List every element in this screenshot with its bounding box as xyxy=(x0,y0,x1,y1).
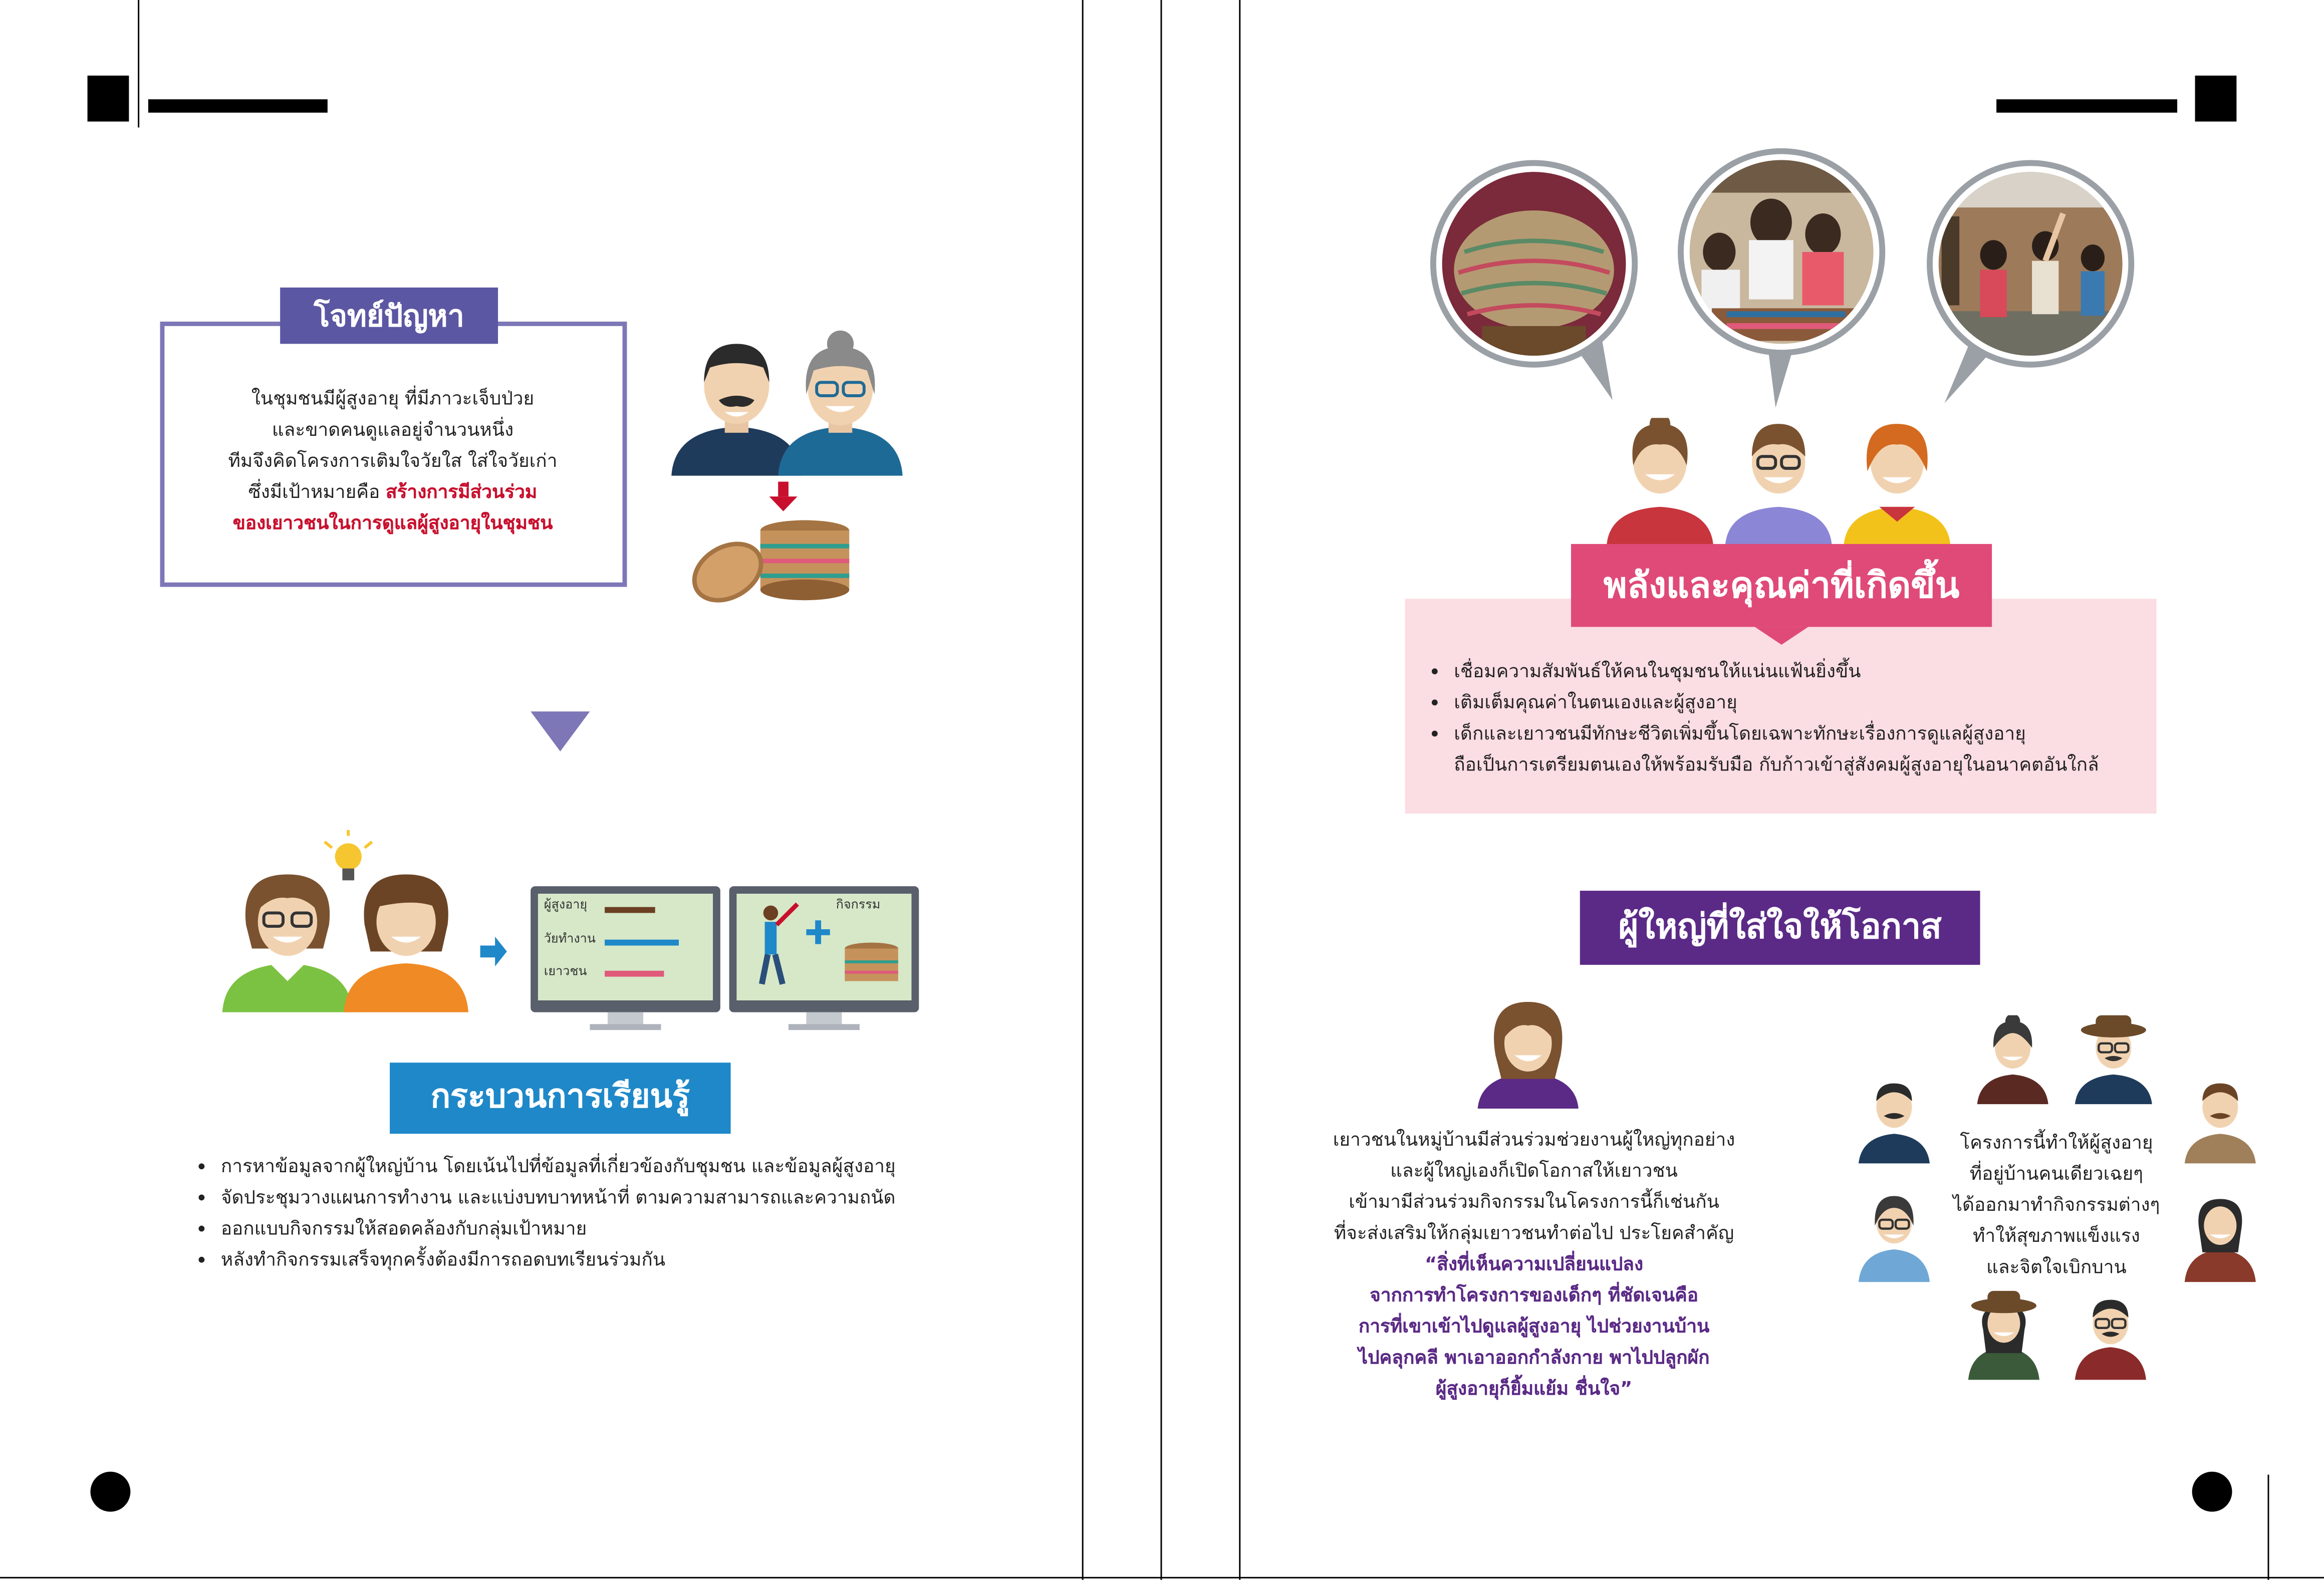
problem-goal-label: ซึ่งมีเป้าหมายคือ xyxy=(248,480,380,502)
basket-photo xyxy=(1423,148,1660,385)
elder-line: ได้ออกมาทำกิจกรรมต่างๆ xyxy=(1953,1193,2160,1215)
screen-row-label: ผู้สูงอายุ xyxy=(544,898,588,913)
screen-row-label: เยาวชน xyxy=(544,964,587,980)
quote-line: “สิ่งที่เห็นความเปลี่ยนแปลง xyxy=(1424,1252,1644,1275)
value-item-line: ถือเป็นการเตรียมตนเองให้พร้อมรับมือ กับก้าวเข้าสู่สังคมผู้สูงอายุในอนาคตอันใกล้ xyxy=(1454,752,2099,775)
corner-dot xyxy=(2192,1472,2232,1512)
problem-text xyxy=(178,382,608,538)
elder-figure xyxy=(1859,1196,1930,1282)
story-line: ที่จะส่งเสริมให้กลุ่มเยาวชนทำต่อไป ประโยคสำคัญ xyxy=(1334,1221,1734,1244)
problem-title: โจทย์ปัญหา xyxy=(280,288,498,344)
youth-group-illustration xyxy=(1604,418,1959,554)
triangle-down-icon xyxy=(531,711,590,751)
problem-highlight: สร้างการมีส่วนร่วม xyxy=(385,480,538,502)
elder-figure xyxy=(2075,1300,2146,1380)
adults-story xyxy=(1289,1124,1778,1404)
problem-line: ทีมจึงคิดโครงการเติมใจวัยใส ใส่ใจวัยเก่า xyxy=(228,449,558,471)
problem-highlight: ของเยาวชนในการดูแลผู้สูงอายุในชุมชน xyxy=(232,511,553,534)
problem-line: ในชุมชนมีผู้สูงอายุ ที่มีภาวะเจ็บป่วย xyxy=(251,387,535,409)
header-square-marker xyxy=(88,76,129,122)
quote-line: ไปคลุกคลี พาเอาออกกำลังกาย พาไปปลูกผัก xyxy=(1358,1346,1710,1368)
value-item: • เชื่อมความสัมพันธ์ให้คนในชุมชนให้แน่นแฟ้นยิ่งขึ้น xyxy=(1454,655,2180,686)
learning-list xyxy=(194,1150,1051,1275)
story-line: เยาวชนในหมู่บ้านมีส่วนร่วมช่วยงานผู้ใหญ่ทุกอย่าง xyxy=(1333,1128,1735,1150)
corner-dot xyxy=(90,1472,130,1512)
learning-item: • การหาข้อมูลจากผู้ใหญ่บ้าน โดยเน้นไปที่ข้อมูลที่เกี่ยวข้องกับชุมชน และข้อมูลผู้สูงอายุ xyxy=(221,1150,1051,1181)
header-bar-marker xyxy=(1996,99,2177,113)
header-square-marker xyxy=(2195,76,2237,122)
header-bar-marker xyxy=(148,99,328,113)
elder-figure xyxy=(1977,1015,2048,1105)
learning-item: • หลังทำกิจกรรมเสร็จทุกครั้งต้องมีการถอดบทเรียนร่วมกัน xyxy=(221,1243,1051,1274)
photo-bubbles xyxy=(1423,148,2149,415)
corner-line xyxy=(138,0,139,127)
story-line: เข้ามามีส่วนร่วมกิจกรรมในโครงการนี้ก็เช่นกัน xyxy=(1349,1190,1719,1213)
elder-figure xyxy=(2075,1015,2152,1105)
value-item-line: เด็กและเยาวชนมีทักษะชีวิตเพิ่มขึ้นโดยเฉพาะทักษะเรื่องการดูแลผู้สูงอายุ xyxy=(1454,721,2026,744)
community-leader-illustration xyxy=(1475,996,1582,1115)
elder-figure xyxy=(1859,1084,1930,1164)
elder-figure xyxy=(2185,1084,2256,1164)
screen-row-label: วัยทำงาน xyxy=(544,932,596,947)
screen-activity-label: กิจกรรม xyxy=(836,898,881,913)
problem-line-goal xyxy=(178,476,608,507)
woman-shirt xyxy=(778,427,903,476)
problem-line: และขาดคนดูแลอยู่จำนวนหนึ่ง xyxy=(272,418,514,440)
elder-figure xyxy=(1968,1291,2039,1380)
learning-item: • ออกแบบกิจกรรมให้สอดคล้องกับกลุ่มเป้าหมาย xyxy=(221,1212,1051,1243)
value-item: • เติมเต็มคุณค่าในตนเองและผู้สูงอายุ xyxy=(1454,686,2180,717)
page-divider-right xyxy=(1239,0,1240,1580)
quote-line: จากการทำโครงการของเด็กๆ ที่ชัดเจนคือ xyxy=(1370,1283,1698,1306)
elder-line: โครงการนี้ทำให้ผู้สูงอายุ xyxy=(1960,1131,2153,1153)
learning-title: กระบวนการเรียนรู้ xyxy=(390,1063,730,1134)
value-title: พลังและคุณค่าที่เกิดขึ้น xyxy=(1603,565,1960,607)
value-list xyxy=(1427,655,2180,780)
page-divider-left xyxy=(1082,0,1084,1580)
elderly-couple-basket-illustration xyxy=(660,329,919,611)
spine-line xyxy=(1161,0,1162,1580)
elder-line: และจิตใจเบิกบาน xyxy=(1986,1255,2127,1278)
exercise-photo xyxy=(1927,148,2149,385)
adults-title: ผู้ใหญ่ที่ใส่ใจให้โอกาส xyxy=(1580,891,1980,965)
elder-line: ที่อยู่บ้านคนเดียวเฉยๆ xyxy=(1969,1162,2144,1184)
elders-text xyxy=(1927,1126,2186,1282)
story-line: และผู้ใหญ่เองก็เปิดโอกาสให้เยาวชน xyxy=(1390,1159,1678,1181)
quote-line: การที่เขาเข้าไปดูแลผู้สูงอายุ ไปช่วยงานบ้าน xyxy=(1358,1314,1710,1337)
lightbulb-icon xyxy=(335,843,362,870)
corner-line xyxy=(2268,1475,2269,1580)
elder-line: ทำให้สุขภาพแข็งแรง xyxy=(1972,1224,2140,1247)
bottom-edge xyxy=(0,1577,2324,1578)
value-item xyxy=(1454,717,2180,779)
learning-item: • จัดประชุมวางแผนการทำงาน และแบ่งบทบาทหน้าที่ ตามความสามารถและความถนัด xyxy=(221,1181,1051,1212)
quote-line: ผู้สูงอายุก็ยิ้มแย้ม ชื่นใจ” xyxy=(1435,1377,1633,1399)
elder-figure xyxy=(2185,1199,2256,1282)
